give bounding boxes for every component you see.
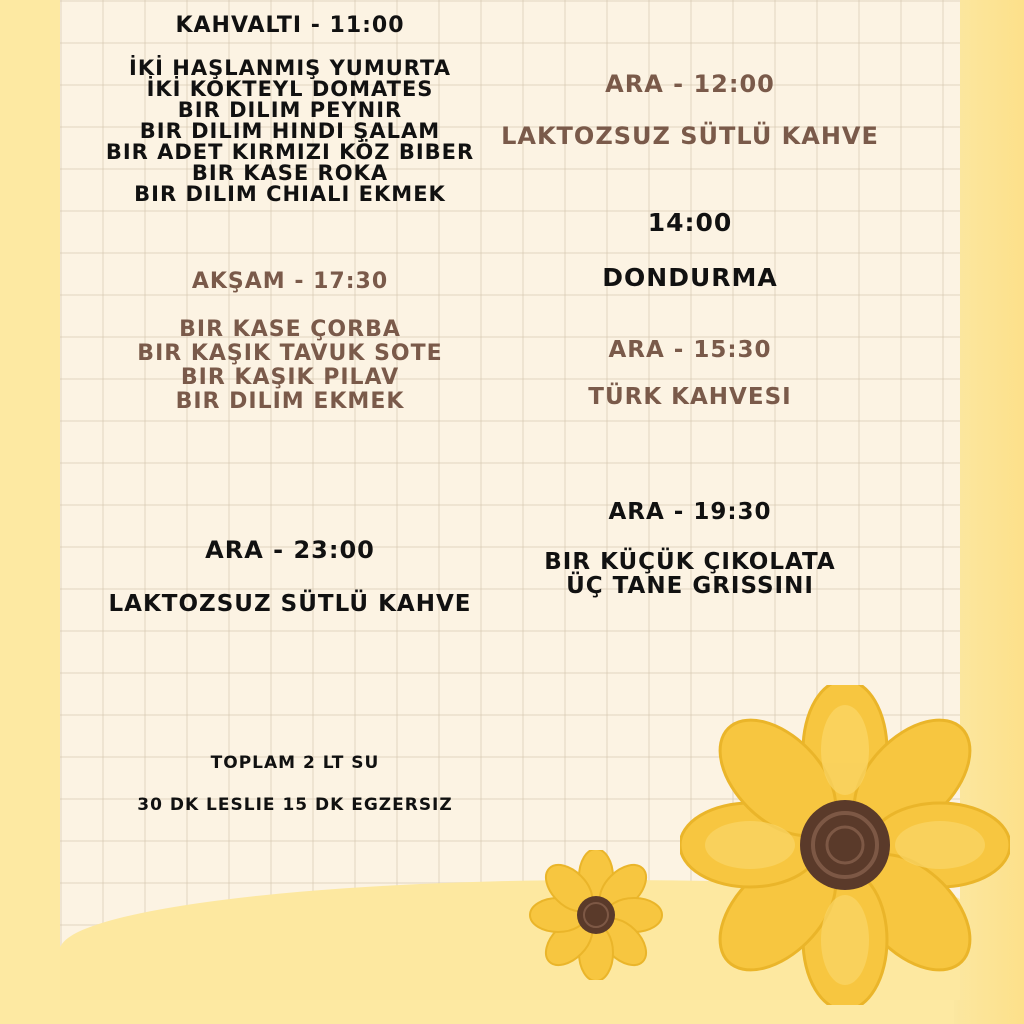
snack4-heading: ARA - 19:30 [608,499,772,525]
water-note: TOPLAM 2 LT SU [210,753,380,773]
small-flower-icon [528,850,663,980]
late-snack-item: LAKTOZSUZ SÜTLÜ KAHVE [108,591,472,617]
breakfast-list [90,58,490,205]
dinner-list [90,318,490,414]
list-item: BIR KASE ÇORBA [179,317,401,342]
list-item: BIR DILIM EKMEK [175,389,405,414]
list-item: BIR KÜÇÜK ÇIKOLATA [544,549,836,575]
list-item: İKİ HAŞLANMIŞ YUMURTA [129,56,451,80]
exercise-note: 30 DK LESLIE 15 DK EGZERSIZ [137,795,453,815]
late-snack-heading: ARA - 23:00 [205,536,375,564]
list-item: BIR DILIM PEYNIR [177,98,403,122]
snack3-item: TÜRK KAHVESI [588,384,792,410]
list-item: BIR KASE ROKA [191,161,389,185]
list-item: BIR DILIM HINDI ŞALAM [139,119,441,143]
snack1-heading: ARA - 12:00 [605,70,775,98]
list-item: İKİ KOKTEYL DOMATES [146,77,434,101]
snack2-heading: 14:00 [647,208,733,237]
snack1-item: LAKTOZSUZ SÜTLÜ KAHVE [501,122,879,150]
list-item: BIR KAŞIK TAVUK SOTE [137,341,443,366]
dinner-heading: AKŞAM - 17:30 [191,269,389,294]
list-item: BIR DILIM CHIALI EKMEK [134,182,446,206]
large-flower-icon [680,685,1010,1005]
list-item: BIR ADET KIRMIZI KÖZ BIBER [105,140,475,164]
snack2-item: DONDURMA [602,263,778,292]
list-item: BIR KAŞIK PILAV [180,365,400,390]
list-item: ÜÇ TANE GRISSINI [566,573,814,599]
snack3-heading: ARA - 15:30 [608,337,772,363]
snack4-list [500,550,880,598]
breakfast-heading: KAHVALTI - 11:00 [175,13,405,38]
